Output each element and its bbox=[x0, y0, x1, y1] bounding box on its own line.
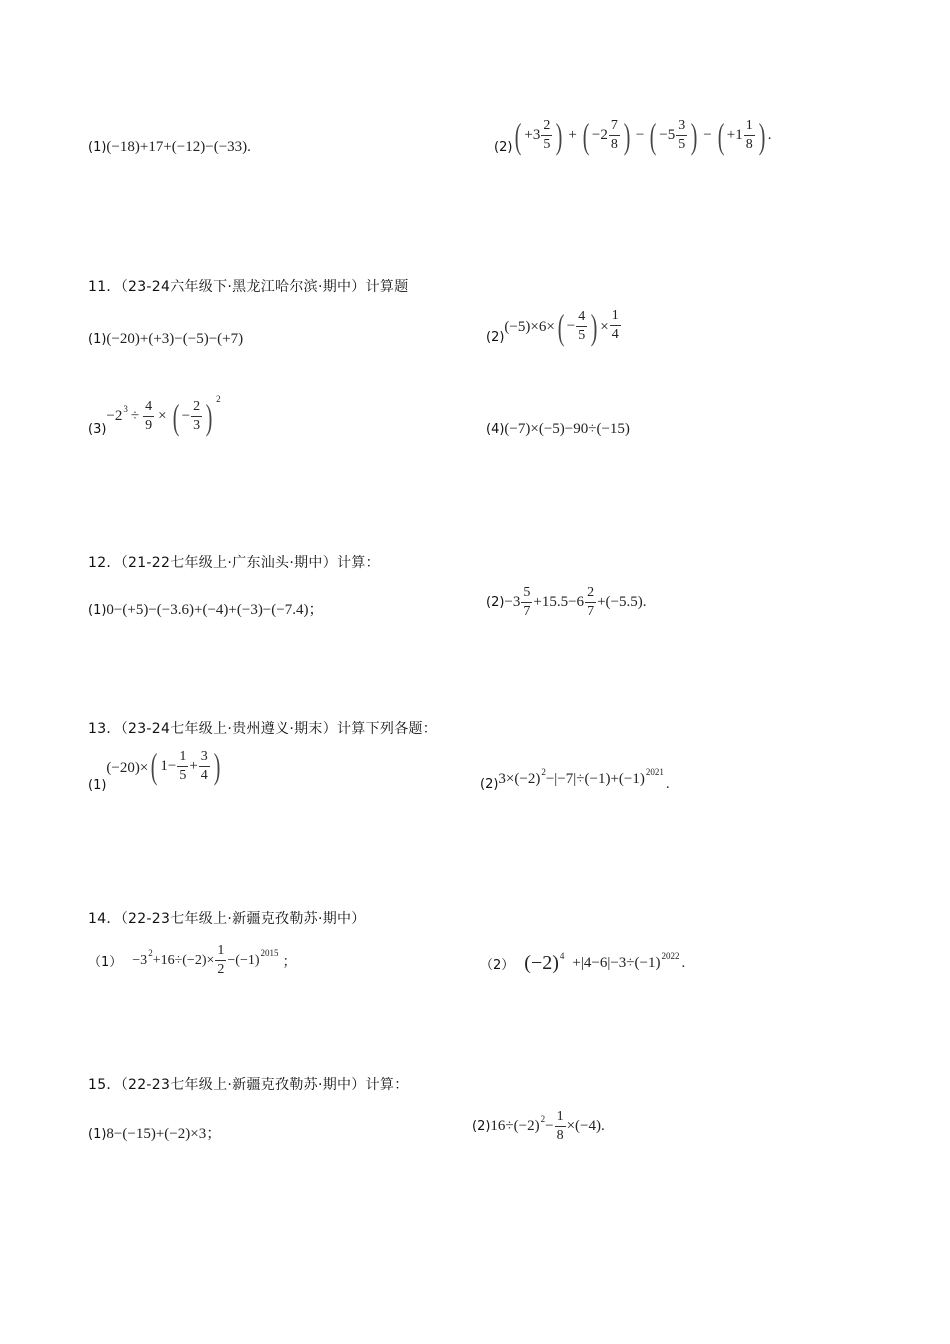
part-label: (3) bbox=[88, 422, 107, 437]
part-label: (1) bbox=[88, 778, 107, 793]
q13-part2 bbox=[480, 766, 670, 793]
q12-heading: 12．（21-22七年级上·广东汕头·期中）计算： bbox=[88, 555, 380, 571]
q13-heading: 13．（23-24七年级上·贵州遵义·期末）计算下列各题： bbox=[88, 721, 438, 737]
part-label: (1) bbox=[88, 140, 107, 155]
math-expression: −3 $\frac{5}{7}$ +15.5−6 $\frac{2}{7}$ +(−5.5). bbox=[504, 585, 647, 619]
q11-heading: 11．（23-24六年级下·黑龙江哈尔滨·期中）计算题 bbox=[88, 279, 409, 295]
math-expression: 3×(−2) 2 −|−7|÷(−1)+(−1) 2021 . bbox=[498, 766, 670, 792]
math-expression: (−7)×(−5)−90÷(−15) bbox=[504, 421, 630, 437]
q12-part2 bbox=[486, 586, 646, 619]
part-label: (2) bbox=[486, 595, 505, 610]
math-expression: (−20)+(+3)−(−5)−(+7) bbox=[106, 331, 244, 347]
math-expression: −2 3 ÷ $\frac{4}{9}$ × ( − $\frac{2}{3}$ ) 2 bbox=[106, 393, 221, 437]
q11-part2 bbox=[486, 308, 622, 345]
q11-part1 bbox=[88, 330, 243, 348]
part-label: (4) bbox=[486, 422, 505, 437]
q15-part2 bbox=[472, 1110, 605, 1143]
q14-heading: 14．（22-23七年级上·新疆克孜勒苏·期中） bbox=[88, 911, 366, 927]
q13-part1 bbox=[88, 748, 223, 793]
part-label: (2) bbox=[486, 330, 505, 345]
math-expression: (−20)× ( 1− $\frac{1}{5}$ + $\frac{3}{4}$ ) bbox=[106, 746, 221, 786]
part-label: (1) bbox=[88, 1127, 107, 1142]
part-label: (2) bbox=[472, 1119, 491, 1134]
math-expression: 16÷(−2) 2 − $\frac{1}{8}$ ×(−4). bbox=[490, 1109, 605, 1143]
q15-heading: 15．（22-23七年级上·新疆克孜勒苏·期中）计算： bbox=[88, 1077, 409, 1093]
math-expression: (−5)×6× ( − $\frac{4}{5}$ ) × $\frac{1}{4}$ bbox=[504, 306, 619, 347]
math-expression: 0−(+5)−(−3.6)+(−4)+(−3)−(−7.4)； bbox=[106, 602, 324, 618]
math-expression: 8−(−15)+(−2)×3； bbox=[106, 1126, 222, 1142]
part-label: (1) bbox=[88, 332, 107, 347]
part-label: （1） bbox=[88, 955, 123, 970]
q15-part1 bbox=[88, 1122, 221, 1143]
q11-part3 bbox=[88, 393, 221, 437]
part-label: （2） bbox=[480, 958, 515, 973]
q10-part2 bbox=[494, 116, 771, 155]
part-label: (2) bbox=[480, 777, 499, 792]
q11-part4 bbox=[486, 420, 630, 438]
q14-part2 bbox=[480, 952, 685, 975]
math-expression: ( +3 $\frac{2}{5}$ ) + ( −2 $\frac{7}{8}$ ) − ( −5 $\frac{3}{5}$ ) − ( +1 $\frac{1}{8}$ ) . bbox=[515, 115, 772, 156]
part-label: (2) bbox=[494, 140, 513, 155]
q10-part1 bbox=[88, 138, 251, 156]
q12-part1 bbox=[88, 598, 323, 619]
math-expression: (−18)+17+(−12)−(−33). bbox=[106, 139, 251, 155]
q14-part1 bbox=[88, 944, 297, 977]
part-label: (1) bbox=[88, 603, 107, 618]
math-expression: (−2) 4 +|4−6|−3÷(−1) 2022 . bbox=[524, 950, 686, 974]
math-expression: −3 2 +16÷(−2)× $\frac{1}{2}$ −(−1) 2015 ； bbox=[132, 943, 297, 977]
